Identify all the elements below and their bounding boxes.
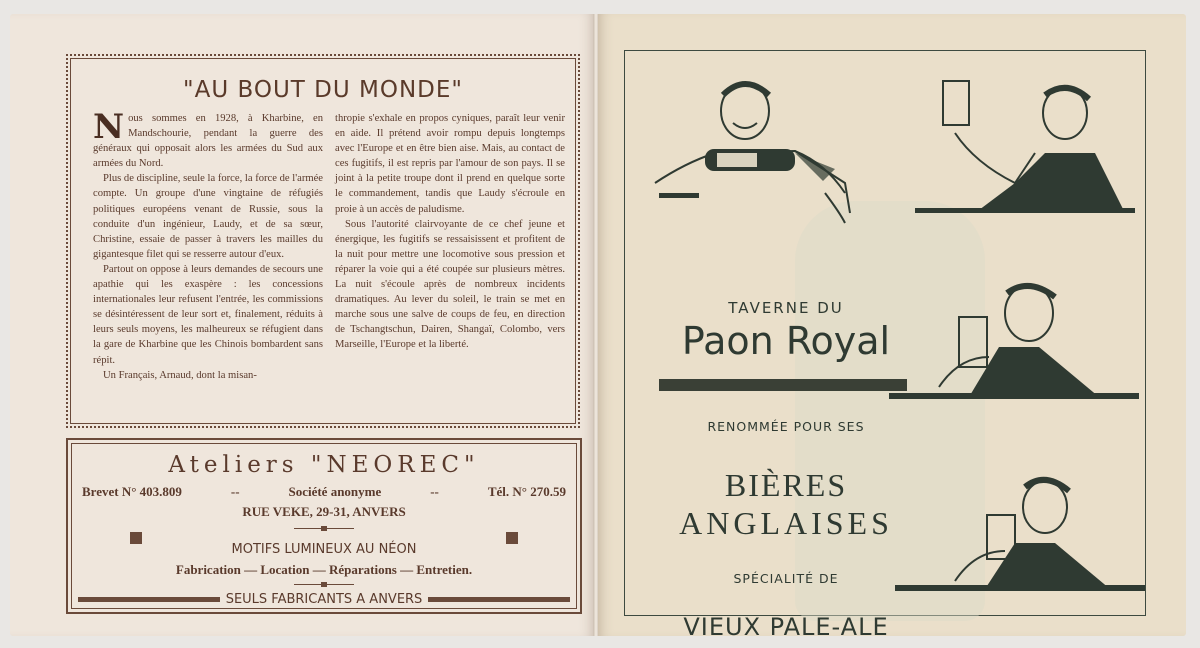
drop-cap: N [93,107,125,147]
ad-societe: Société anonyme [288,484,382,499]
taverne-label: TAVERNE DU [728,299,844,317]
ad-title: Ateliers "NEOREC" [168,452,480,478]
ad-info-row [82,484,566,500]
renommee-label: RENOMMÉE POUR SES [707,419,865,434]
pouring-man-illustration [645,73,875,233]
paon-royal-title: Paon Royal [681,319,891,363]
footer-bar [428,597,570,602]
paragraph-text: ous sommes en 1928, à Kharbine, en Mandschourie, pendant la guerre des généraux qui opposait alors les armées du Sud aux armées du Nord. [93,113,323,170]
ad-motifs: MOTIFS LUMINEUX AU NÉON [231,542,417,557]
article-paragraph: Plus de discipline, seule la force, la force de l'armée compte. Un groupe d'une vingtaine de réfugiés politiques européens venant de Russie, sous la conduite d'un ingénieur, Laudy, et de sa sœur, Christine, essaie de passer à travers les mailles du gigantesque filet qui se resserre autour d'eux. [93,173,323,260]
ad-brevet: Brevet N° 403.809 [82,484,182,499]
ad-address: RUE VEKE, 29-31, ANVERS [242,504,406,519]
article-column-right [335,111,565,353]
ad-telephone: Tél. N° 270.59 [487,484,566,499]
article-paragraph [93,107,323,171]
article-paragraph: Un Français, Arnaud, dont la misan- [103,369,257,381]
article-column-left [93,107,323,383]
footer-bar [78,597,220,602]
ornament-divider [294,584,354,585]
man-drinking-bottom-illustration [895,471,1145,601]
ornament-divider [294,528,354,529]
ad-separator: -- [230,484,240,499]
article-paragraph: thropie s'exhale en propos cyniques, paraît leur venir en aide. Il prétend avoir rompu depuis longtemps avec l'Europe et en être bien aise. Mais, au contact de ces fugitifs, il est repris par l'amour de son pays. Il se joint à la petite troupe dont il prend en quelque sorte le commandement, tandis que Laudy s'écroule en proie à un accès de paludisme. [335,113,565,215]
article-title: "AU BOUT DU MONDE" [183,77,463,103]
anglaises-heading: ANGLAISES [679,505,893,541]
bieres-heading: BIÈRES [724,467,848,503]
ad-footer-text: SEULS FABRICANTS A ANVERS [225,592,423,607]
left-page [10,14,594,636]
neorec-advertisement [66,438,582,614]
paon-royal-advertisement [624,50,1146,641]
ad-services: Fabrication — Location — Réparations — Entretien. [175,562,473,577]
ad-footer [78,592,570,607]
man-drinking-illustration [889,277,1139,407]
specialite-label: SPÉCIALITÉ DE [733,571,839,586]
vieux-pale-ale-heading: VIEUX PALE-ALE [683,613,889,641]
man-raising-glass-illustration [915,73,1135,223]
article-paragraph: Partout on oppose à leurs demandes de secours une apathie qui les exaspère : les concessions internationales leur refusent l'entrée, les commissions se désintéressent de leur sort et, finalement, réduits à leurs seuls moyens, les malheureux se réfugient dans la gare de Kharbine que les Chinois bombardent sans répit. [93,263,323,366]
right-page [598,14,1186,641]
article-paragraph: Sous l'autorité clairvoyante de ce chef jeune et énergique, les fugitifs se ressaisissent et profitent de la nuit pour mettre une locomotive sous pression et réparer la voie qui a été coupée sur plusieurs mètres. La nuit s'écoule après de nombreux incidents dramatiques. Au lever du soleil, le train se met en marche sous une salve de coups de feu, en direction de Tschangtschun, Dairen, Shangaï, Colombo, vers Marseille, l'Europe et la liberté. [335,218,565,351]
ad-separator: -- [430,484,439,499]
article-box [66,54,580,428]
title-underline-bar [659,379,907,391]
